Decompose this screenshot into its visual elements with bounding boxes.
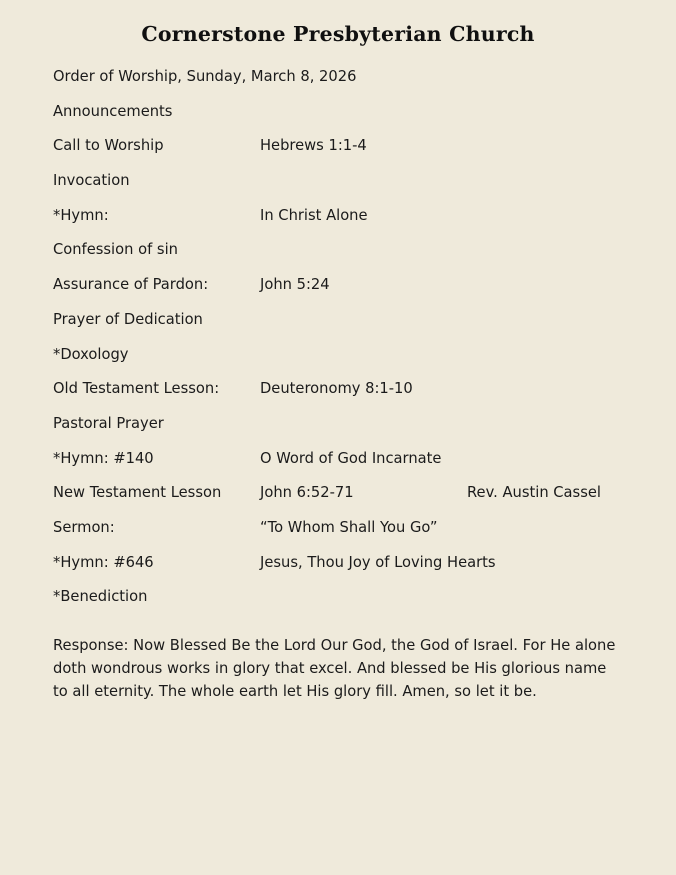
order-item-label: Call to Worship <box>53 137 164 155</box>
order-item-reference: John 6:52-71 <box>260 484 354 502</box>
order-item-reference: Jesus, Thou Joy of Loving Hearts <box>260 553 496 571</box>
order-item-extra: Rev. Austin Cassel <box>467 484 601 502</box>
order-item-label: Invocation <box>53 172 130 190</box>
order-item-reference: John 5:24 <box>260 276 330 294</box>
list-item <box>53 278 636 313</box>
order-of-worship-list <box>0 70 676 625</box>
list-item <box>53 310 636 348</box>
list-item <box>53 449 636 487</box>
order-item-reference: “To Whom Shall You Go” <box>260 518 438 536</box>
order-item-label: *Hymn: <box>53 206 109 224</box>
order-item-label: Sermon: <box>53 518 115 536</box>
order-item-reference: Deuteronomy 8:1-10 <box>260 380 413 398</box>
order-item-reference: Hebrews 1:1-4 <box>260 137 367 155</box>
order-item-label: Old Testament Lesson: <box>53 380 220 398</box>
list-item <box>53 345 636 383</box>
list-item <box>53 518 636 556</box>
list-item <box>53 382 636 417</box>
order-item-reference: O Word of God Incarnate <box>260 449 442 467</box>
list-item <box>53 139 636 174</box>
list-item <box>53 486 636 521</box>
order-item-label: Confession of sin <box>53 241 178 259</box>
order-item-label: Announcements <box>53 102 173 120</box>
list-item <box>53 414 636 452</box>
list-item <box>53 553 636 591</box>
order-item-label: *Doxology <box>53 345 129 363</box>
list-item <box>53 206 636 244</box>
order-item-label: *Hymn: #646 <box>53 553 154 571</box>
order-item-label: *Benediction <box>53 588 148 606</box>
order-item-reference: In Christ Alone <box>260 206 368 224</box>
list-item <box>53 174 636 209</box>
order-item-label: New Testament Lesson <box>53 484 222 502</box>
list-item <box>53 70 636 105</box>
order-item-label: Assurance of Pardon: <box>53 276 209 294</box>
order-item-label: Prayer of Dedication <box>53 310 203 328</box>
order-item-label: Pastoral Prayer <box>53 414 164 432</box>
list-item <box>53 102 636 140</box>
order-item-label: *Hymn: #140 <box>53 449 154 467</box>
order-item-label: Order of Worship, Sunday, March 8, 2026 <box>53 68 357 85</box>
response-paragraph: Response: Now Blessed Be the Lord Our God, the God of Israel. For He alone doth wondrous works in glory that excel. And blessed be His glorious name to all eternity. The whole earth let His glory fill. Amen, so let it be. <box>53 637 616 700</box>
list-item <box>53 243 636 278</box>
list-item <box>53 590 636 625</box>
page-title: Cornerstone Presbyterian Church <box>141 22 535 46</box>
